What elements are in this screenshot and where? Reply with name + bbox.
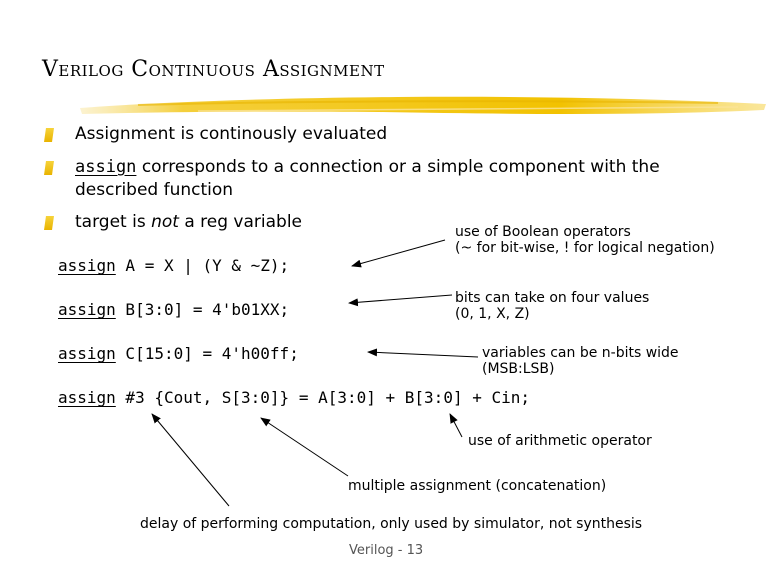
annotation-four-values-line-1: bits can take on four values [455,290,650,306]
assign-keyword: assign [58,256,116,275]
annotation-nbits-line-2: (MSB:LSB) [482,361,555,377]
annotation-four-values-line-2: (0, 1, X, Z) [455,306,530,322]
arrow-four-values [349,295,452,303]
arrow-delay [152,414,229,506]
code-expression: B[3:0] = 4'b01XX; [115,300,290,319]
annotation-concatenation: multiple assignment (concatenation) [348,478,607,494]
annotation-arithmetic: use of arithmetic operator [468,433,652,449]
annotation-nbits-line-1: variables can be n-bits wide [482,345,679,361]
assign-keyword: assign [58,388,116,407]
code-expression: A = X | (Y & ~Z); [115,256,290,275]
annotation-delay: delay of performing computation, only used by simulator, not synthesis [140,516,643,532]
assign-keyword: assign [75,157,137,177]
bullet-3-post: a reg variable [178,212,302,232]
assign-keyword: assign [58,300,116,319]
annotation-boolean-line-1: use of Boolean operators [455,224,631,240]
annotation-boolean-line-2: (~ for bit-wise, ! for logical negation) [455,240,715,256]
bullet-2-text: corresponds to a connection or a simple component with the [136,157,660,177]
bullet-1-text: Assignment is continously evaluated [75,124,388,144]
arrow-boolean [352,240,445,266]
bullet-3-pre: target is [75,212,152,232]
arrow-arithmetic [450,414,462,437]
arrow-concatenation [261,418,348,476]
assign-keyword: assign [58,344,116,363]
code-expression: #3 {Cout, S[3:0]} = A[3:0] + B[3:0] + Cin; [115,388,531,407]
bullet-2-line-2: described function [75,180,234,200]
bullet-3-emphasis: not [151,212,179,232]
slide-footer: Verilog - 13 [349,543,424,558]
code-expression: C[15:0] = 4'h00ff; [115,344,299,363]
slide-title: Verilog Continuous Assignment [42,57,385,82]
arrow-nbits [368,352,478,357]
